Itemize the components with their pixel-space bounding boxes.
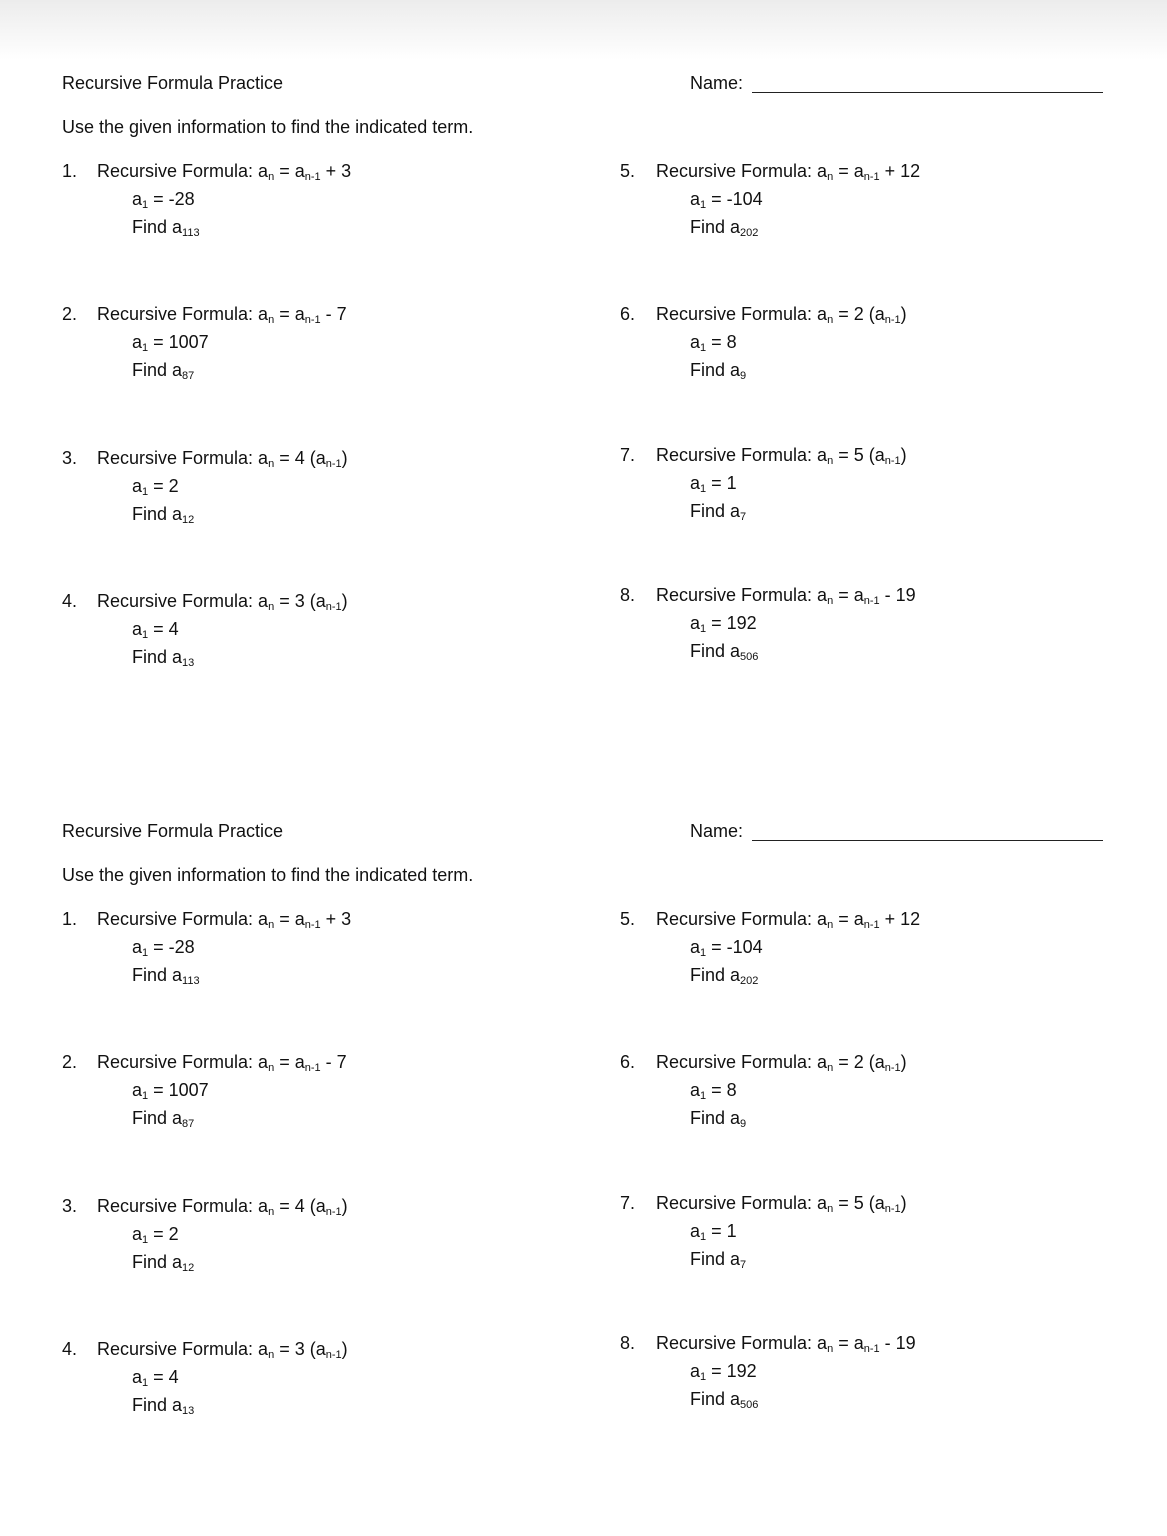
formula-rest: = a	[274, 909, 305, 929]
find-word: Find a	[132, 504, 183, 524]
formula-rest: = 2 (a	[833, 304, 885, 324]
initial-value: = -104	[706, 189, 763, 209]
formula-tail: - 19	[879, 1333, 916, 1353]
formula-tail: )	[900, 304, 907, 324]
subscript-n: n	[827, 1343, 834, 1355]
problem-number: 1.	[62, 161, 78, 181]
problem-number: 7.	[620, 445, 636, 465]
worksheet-title: Recursive Formula Practice	[62, 73, 284, 93]
initial-term	[690, 331, 737, 353]
initial-term	[132, 475, 179, 497]
instructions: Use the given information to find the indicated term.	[62, 117, 474, 137]
initial-value: = 1	[706, 473, 737, 493]
formula-lead: Recursive Formula: a	[97, 909, 269, 929]
find-subscript: 12	[182, 514, 195, 526]
initial-a: a	[690, 1080, 701, 1100]
initial-a: a	[690, 332, 701, 352]
problem-number: 3.	[62, 1196, 78, 1216]
recursive-formula	[97, 160, 351, 182]
subscript-n: n	[827, 314, 834, 326]
initial-value: = 1007	[148, 1080, 209, 1100]
formula-tail: )	[341, 591, 348, 611]
find-word: Find a	[132, 360, 183, 380]
formula-rest: = a	[274, 1052, 305, 1072]
initial-a: a	[132, 189, 143, 209]
find-subscript: 7	[740, 511, 747, 523]
formula-lead: Recursive Formula: a	[97, 448, 269, 468]
initial-a: a	[132, 1367, 143, 1387]
formula-tail: + 3	[320, 909, 352, 929]
subscript-1: 1	[700, 947, 707, 959]
subscript-n: n	[268, 919, 275, 931]
formula-lead: Recursive Formula: a	[656, 304, 828, 324]
find-term	[690, 1248, 746, 1270]
subscript-1: 1	[700, 1231, 707, 1243]
find-subscript: 87	[182, 370, 195, 382]
initial-a: a	[132, 619, 143, 639]
subscript-n-1: n-1	[325, 1349, 342, 1361]
subscript-1: 1	[700, 483, 707, 495]
initial-value: = -28	[148, 189, 195, 209]
find-word: Find a	[690, 965, 741, 985]
find-word: Find a	[690, 1389, 741, 1409]
initial-a: a	[132, 332, 143, 352]
formula-tail: )	[341, 448, 348, 468]
formula-tail: - 19	[879, 585, 916, 605]
subscript-n: n	[827, 919, 834, 931]
problem-number: 3.	[62, 448, 78, 468]
recursive-formula	[656, 584, 916, 606]
subscript-n-1: n-1	[304, 919, 321, 931]
formula-tail: - 7	[320, 1052, 347, 1072]
formula-rest: = 5 (a	[833, 1193, 885, 1213]
find-word: Find a	[132, 1108, 183, 1128]
subscript-1: 1	[700, 1371, 707, 1383]
formula-lead: Recursive Formula: a	[656, 909, 828, 929]
formula-lead: Recursive Formula: a	[656, 585, 828, 605]
find-subscript: 7	[740, 1259, 747, 1271]
formula-rest: = 2 (a	[833, 1052, 885, 1072]
formula-lead: Recursive Formula: a	[97, 1052, 269, 1072]
formula-rest: = 3 (a	[274, 591, 326, 611]
subscript-1: 1	[700, 199, 707, 211]
subscript-n: n	[827, 171, 834, 183]
subscript-n: n	[268, 601, 275, 613]
subscript-n-1: n-1	[884, 314, 901, 326]
subscript-1: 1	[142, 486, 149, 498]
find-subscript: 12	[182, 1262, 195, 1274]
subscript-n-1: n-1	[304, 171, 321, 183]
initial-term	[690, 472, 737, 494]
subscript-n-1: n-1	[325, 458, 342, 470]
subscript-n: n	[827, 1203, 834, 1215]
subscript-n: n	[268, 314, 275, 326]
initial-value: = -104	[706, 937, 763, 957]
recursive-formula	[97, 1195, 348, 1217]
problem-number: 2.	[62, 1052, 78, 1072]
instructions: Use the given information to find the indicated term.	[62, 865, 474, 885]
subscript-1: 1	[142, 342, 149, 354]
recursive-formula	[97, 447, 348, 469]
problem-number: 4.	[62, 591, 78, 611]
recursive-formula	[97, 590, 348, 612]
formula-rest: = 4 (a	[274, 1196, 326, 1216]
initial-term	[132, 1366, 179, 1388]
recursive-formula	[656, 160, 920, 182]
recursive-formula	[656, 1051, 907, 1073]
find-word: Find a	[690, 641, 741, 661]
subscript-n-1: n-1	[304, 1062, 321, 1074]
initial-value: = -28	[148, 937, 195, 957]
find-term	[132, 1251, 194, 1273]
initial-term	[132, 188, 195, 210]
formula-tail: - 7	[320, 304, 347, 324]
recursive-formula	[97, 303, 347, 325]
formula-lead: Recursive Formula: a	[97, 1339, 269, 1359]
subscript-1: 1	[142, 947, 149, 959]
problem-number: 8.	[620, 585, 636, 605]
find-word: Find a	[690, 360, 741, 380]
find-word: Find a	[132, 965, 183, 985]
subscript-n-1: n-1	[863, 919, 880, 931]
formula-lead: Recursive Formula: a	[97, 1196, 269, 1216]
find-subscript: 506	[740, 651, 759, 663]
subscript-n: n	[827, 1062, 834, 1074]
subscript-n: n	[827, 595, 834, 607]
formula-rest: = a	[833, 585, 864, 605]
initial-value: = 8	[706, 332, 737, 352]
find-term	[132, 503, 194, 525]
find-subscript: 13	[182, 657, 195, 669]
initial-a: a	[690, 1221, 701, 1241]
find-subscript: 113	[182, 227, 200, 239]
worksheet-title: Recursive Formula Practice	[62, 821, 284, 841]
formula-lead: Recursive Formula: a	[656, 445, 828, 465]
subscript-n-1: n-1	[304, 314, 321, 326]
initial-term	[690, 188, 763, 210]
find-term	[132, 964, 200, 986]
initial-term	[132, 1223, 179, 1245]
recursive-formula	[656, 1332, 916, 1354]
initial-a: a	[132, 476, 143, 496]
find-term	[690, 500, 746, 522]
initial-a: a	[132, 1224, 143, 1244]
initial-term	[132, 936, 195, 958]
worksheet	[0, 748, 1167, 1448]
find-term	[690, 964, 758, 986]
subscript-n-1: n-1	[884, 1203, 901, 1215]
initial-a: a	[132, 937, 143, 957]
initial-term	[132, 331, 209, 353]
subscript-n-1: n-1	[863, 171, 880, 183]
formula-rest: = a	[833, 161, 864, 181]
subscript-1: 1	[142, 199, 149, 211]
formula-tail: )	[341, 1196, 348, 1216]
recursive-formula	[97, 1338, 348, 1360]
formula-rest: = 4 (a	[274, 448, 326, 468]
problem-number: 6.	[620, 1052, 636, 1072]
subscript-n-1: n-1	[325, 1206, 342, 1218]
problem-number: 2.	[62, 304, 78, 324]
subscript-n: n	[268, 171, 275, 183]
initial-term	[132, 618, 179, 640]
problem-number: 1.	[62, 909, 78, 929]
find-term	[690, 1388, 758, 1410]
formula-tail: )	[341, 1339, 348, 1359]
worksheet	[0, 0, 1167, 700]
initial-value: = 4	[148, 1367, 179, 1387]
problem-number: 5.	[620, 909, 636, 929]
recursive-formula	[656, 908, 920, 930]
initial-a: a	[132, 1080, 143, 1100]
find-subscript: 113	[182, 975, 200, 987]
find-word: Find a	[132, 647, 183, 667]
problem-number: 4.	[62, 1339, 78, 1359]
find-term	[690, 640, 758, 662]
find-word: Find a	[690, 1108, 741, 1128]
formula-rest: = a	[833, 909, 864, 929]
initial-value: = 1007	[148, 332, 209, 352]
find-term	[690, 1107, 746, 1129]
subscript-n: n	[268, 1206, 275, 1218]
initial-a: a	[690, 189, 701, 209]
subscript-1: 1	[142, 629, 149, 641]
subscript-1: 1	[700, 342, 707, 354]
formula-lead: Recursive Formula: a	[656, 1193, 828, 1213]
formula-tail: )	[900, 1193, 907, 1213]
initial-term	[132, 1079, 209, 1101]
problem-number: 5.	[620, 161, 636, 181]
find-term	[132, 1394, 194, 1416]
subscript-n-1: n-1	[863, 1343, 880, 1355]
problem-number: 6.	[620, 304, 636, 324]
subscript-n-1: n-1	[884, 455, 901, 467]
initial-a: a	[690, 937, 701, 957]
formula-lead: Recursive Formula: a	[656, 1052, 828, 1072]
find-term	[690, 216, 758, 238]
recursive-formula	[97, 908, 351, 930]
name-line[interactable]	[752, 840, 1103, 841]
subscript-n-1: n-1	[863, 595, 880, 607]
initial-value: = 192	[706, 1361, 757, 1381]
subscript-1: 1	[142, 1234, 149, 1246]
initial-value: = 2	[148, 1224, 179, 1244]
initial-value: = 2	[148, 476, 179, 496]
formula-rest: = a	[274, 161, 305, 181]
find-subscript: 87	[182, 1118, 195, 1130]
initial-value: = 4	[148, 619, 179, 639]
subscript-n-1: n-1	[325, 601, 342, 613]
subscript-1: 1	[142, 1090, 149, 1102]
initial-value: = 1	[706, 1221, 737, 1241]
problem-number: 8.	[620, 1333, 636, 1353]
find-word: Find a	[690, 501, 741, 521]
problem-number: 7.	[620, 1193, 636, 1213]
formula-lead: Recursive Formula: a	[656, 161, 828, 181]
formula-rest: = 5 (a	[833, 445, 885, 465]
recursive-formula	[97, 1051, 347, 1073]
formula-tail: + 12	[879, 161, 921, 181]
formula-lead: Recursive Formula: a	[97, 304, 269, 324]
find-subscript: 9	[740, 370, 747, 382]
initial-term	[690, 612, 757, 634]
find-subscript: 13	[182, 1405, 195, 1417]
find-word: Find a	[132, 1395, 183, 1415]
formula-tail: )	[900, 445, 907, 465]
subscript-n-1: n-1	[884, 1062, 901, 1074]
initial-term	[690, 936, 763, 958]
initial-a: a	[690, 1361, 701, 1381]
recursive-formula	[656, 444, 907, 466]
formula-tail: + 3	[320, 161, 352, 181]
formula-rest: = a	[833, 1333, 864, 1353]
initial-a: a	[690, 613, 701, 633]
formula-lead: Recursive Formula: a	[97, 161, 269, 181]
subscript-n: n	[268, 1349, 275, 1361]
initial-term	[690, 1220, 737, 1242]
formula-lead: Recursive Formula: a	[656, 1333, 828, 1353]
initial-value: = 192	[706, 613, 757, 633]
subscript-n: n	[268, 1062, 275, 1074]
find-subscript: 202	[740, 975, 759, 987]
find-subscript: 202	[740, 227, 759, 239]
subscript-1: 1	[700, 1090, 707, 1102]
find-term	[132, 359, 194, 381]
subscript-n: n	[827, 455, 834, 467]
find-term	[132, 646, 194, 668]
formula-lead: Recursive Formula: a	[97, 591, 269, 611]
find-subscript: 9	[740, 1118, 747, 1130]
initial-a: a	[690, 473, 701, 493]
find-term	[132, 1107, 194, 1129]
formula-tail: )	[900, 1052, 907, 1072]
recursive-formula	[656, 303, 907, 325]
formula-tail: + 12	[879, 909, 921, 929]
name-label: Name:	[690, 73, 744, 93]
find-word: Find a	[132, 1252, 183, 1272]
recursive-formula	[656, 1192, 907, 1214]
subscript-n: n	[268, 458, 275, 470]
find-word: Find a	[690, 217, 741, 237]
name-line[interactable]	[752, 92, 1103, 93]
formula-rest: = 3 (a	[274, 1339, 326, 1359]
initial-term	[690, 1360, 757, 1382]
find-term	[132, 216, 200, 238]
name-label: Name:	[690, 821, 744, 841]
subscript-1: 1	[142, 1377, 149, 1389]
find-word: Find a	[132, 217, 183, 237]
find-term	[690, 359, 746, 381]
initial-term	[690, 1079, 737, 1101]
find-subscript: 506	[740, 1399, 759, 1411]
subscript-1: 1	[700, 623, 707, 635]
initial-value: = 8	[706, 1080, 737, 1100]
find-word: Find a	[690, 1249, 741, 1269]
formula-rest: = a	[274, 304, 305, 324]
